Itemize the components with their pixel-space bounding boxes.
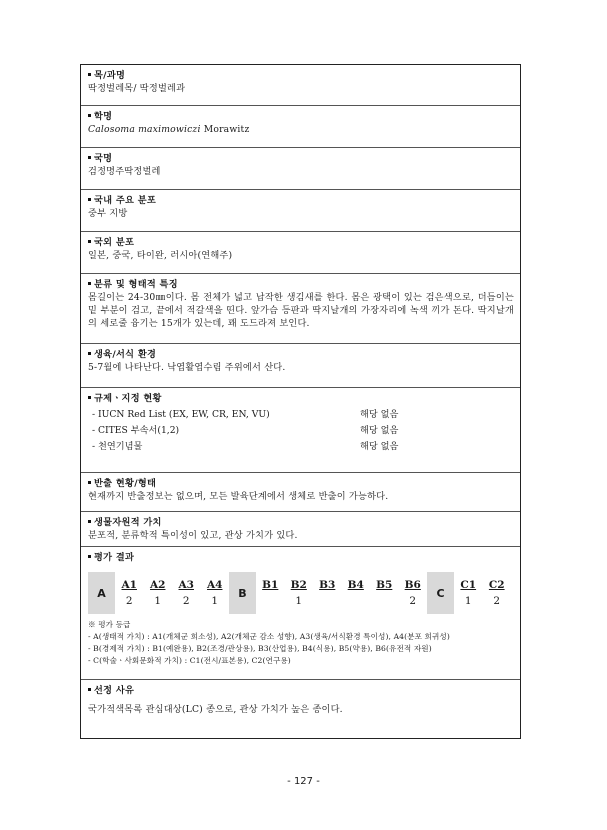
sci-genus-species: Calosoma maximowiczi [88, 124, 201, 135]
reg-row-label: - CITES 부속서(1,2) [92, 425, 180, 436]
exp-title: 반출 현황/형태 [94, 478, 157, 489]
eval-heading [88, 551, 514, 564]
order-heading [88, 69, 514, 82]
abr-title: 국외 분포 [94, 237, 135, 248]
exp-heading [88, 477, 514, 490]
eval-item-value: 1 [211, 595, 219, 607]
page-number: - 127 - [287, 776, 320, 787]
bullet-square-icon [88, 396, 91, 399]
eval-item-value: 1 [464, 595, 472, 607]
sci-author: Morawitz [200, 124, 250, 135]
reg-row [88, 440, 514, 453]
eval-item [342, 572, 371, 614]
val-title: 생물자원적 가치 [94, 517, 162, 528]
reg-row-value: 해당 없음 [360, 441, 399, 452]
order-title: 목/과명 [94, 70, 126, 81]
eval-item [285, 572, 314, 614]
eval-item-key: A2 [150, 579, 166, 591]
bullet-square-icon [88, 198, 91, 201]
eval-item [313, 572, 342, 614]
reg-row-value: 해당 없음 [360, 409, 399, 420]
bullet-square-icon [88, 282, 91, 285]
eval-item-key: C2 [488, 579, 505, 591]
eval-item [399, 572, 428, 614]
eval-group-c-label: C [427, 572, 454, 614]
eval-item-value: 2 [409, 595, 417, 607]
hab-title: 생육/서식 환경 [94, 349, 157, 360]
features-section [81, 274, 520, 344]
evaluation-grid [88, 572, 514, 614]
bullet-square-icon [88, 352, 91, 355]
bullet-square-icon [88, 73, 91, 76]
dom-heading [88, 194, 514, 207]
reg-row-label: - IUCN Red List (EX, EW, CR, EN, VU) [92, 409, 270, 420]
eval-item [144, 572, 173, 614]
eval-item [201, 572, 230, 614]
sel-title: 선정 사유 [94, 685, 135, 696]
kor-title: 국명 [94, 153, 113, 164]
eval-item [454, 572, 483, 614]
eval-group-a-label: A [88, 572, 115, 614]
eval-note-line: - C(학술ㆍ사회문화적 가치) : C1(전시/표본용), C2(연구용) [88, 656, 291, 665]
bullet-square-icon [88, 156, 91, 159]
bullet-square-icon [88, 520, 91, 523]
eval-note-title: ※ 평가 등급 [88, 620, 131, 629]
eval-item-value: 1 [295, 595, 303, 607]
kor-text: 검정명주딱정벌레 [88, 166, 161, 177]
dom-title: 국내 주요 분포 [94, 195, 157, 206]
selection-reason-section [81, 680, 520, 738]
eval-item-value: 2 [182, 595, 190, 607]
eval-item-key: B1 [262, 579, 279, 591]
eval-group-b-label: B [229, 572, 256, 614]
eval-note-line: - B(경제적 가치) : B1(예완용), B2(조경/관상용), B3(산업용), B4(식용), B5(약용), B6(유전적 자원) [88, 644, 432, 653]
sci-text [88, 123, 514, 136]
eval-item-value: 2 [493, 595, 501, 607]
reg-row [88, 408, 514, 421]
kor-heading [88, 152, 514, 165]
sci-title: 학명 [94, 111, 113, 122]
eval-item-key: B3 [319, 579, 336, 591]
order-text: 딱정벌레목/ 딱정벌레과 [88, 83, 186, 94]
dom-text: 중부 지방 [88, 208, 128, 219]
eval-item [256, 572, 285, 614]
feat-text: 몸길이는 24-30㎜이다. 몸 전체가 넓고 납작한 생김새를 한다. 몸은 광택이 있는 검은색으로, 더듬이는 밑 부분이 검고, 끝에서 적갈색을 띤다. 앞가슴 등판과 딱지날개의 가장자리에 녹색 끼가 돈다. 딱지날개의 세로줄 융기는 15개가 있는데, 꽤 도드라져 보인다. [88, 292, 514, 329]
abroad-distribution-section [81, 232, 520, 274]
eval-item-key: B5 [376, 579, 393, 591]
eval-title: 평가 결과 [94, 552, 135, 563]
eval-item-key: B6 [404, 579, 421, 591]
evaluation-notes [88, 619, 514, 667]
regulation-section [81, 388, 520, 473]
korean-name-section [81, 148, 520, 190]
hab-heading [88, 348, 514, 361]
eval-item [115, 572, 144, 614]
eval-item-value: 2 [125, 595, 133, 607]
reg-title: 규제ㆍ지정 현황 [94, 393, 162, 404]
bullet-square-icon [88, 688, 91, 691]
reg-row-label: - 천연기념물 [92, 441, 143, 452]
eval-item-key: A3 [178, 579, 194, 591]
val-heading [88, 516, 514, 529]
eval-item-key: B4 [347, 579, 364, 591]
bullet-square-icon [88, 114, 91, 117]
val-text: 분포적, 분류학적 특이성이 있고, 관상 가치가 있다. [88, 530, 298, 541]
eval-item-value: 1 [154, 595, 162, 607]
bullet-square-icon [88, 240, 91, 243]
bullet-square-icon [88, 481, 91, 484]
eval-item-key: A1 [121, 579, 137, 591]
bio-value-section [81, 512, 520, 547]
export-section [81, 473, 520, 512]
eval-item [370, 572, 399, 614]
scientific-name-section [81, 106, 520, 148]
feat-heading [88, 278, 514, 291]
abr-heading [88, 236, 514, 249]
sci-heading [88, 110, 514, 123]
sel-text: 국가적색목록 관심대상(LC) 종으로, 관상 가치가 높은 종이다. [88, 704, 343, 715]
hab-text: 5-7월에 나타난다. 낙엽활엽수림 주위에서 산다. [88, 362, 286, 373]
reg-heading [88, 392, 514, 405]
eval-item [172, 572, 201, 614]
reg-row-value: 해당 없음 [360, 425, 399, 436]
eval-note-line: - A(생태적 가치) : A1(개체군 희소성), A2(개체군 감소 성향), A3(생육/서식환경 특이성), A4(분포 희귀성) [88, 632, 450, 641]
eval-item [483, 572, 512, 614]
habitat-section [81, 344, 520, 388]
eval-item-key: C1 [460, 579, 477, 591]
feat-title: 분류 및 형태적 특징 [94, 279, 178, 290]
sel-heading [88, 684, 514, 697]
reg-row [88, 424, 514, 437]
abr-text: 일본, 중국, 타이완, 러시아(연해주) [88, 250, 233, 261]
species-sheet [80, 64, 521, 739]
order-section [81, 65, 520, 106]
eval-item-key: A4 [207, 579, 223, 591]
eval-item-key: B2 [290, 579, 307, 591]
domestic-distribution-section [81, 190, 520, 232]
exp-text: 현재까지 반출정보는 없으며, 모든 발육단계에서 생체로 반출이 가능하다. [88, 491, 389, 502]
bullet-square-icon [88, 555, 91, 558]
evaluation-section [81, 547, 520, 680]
